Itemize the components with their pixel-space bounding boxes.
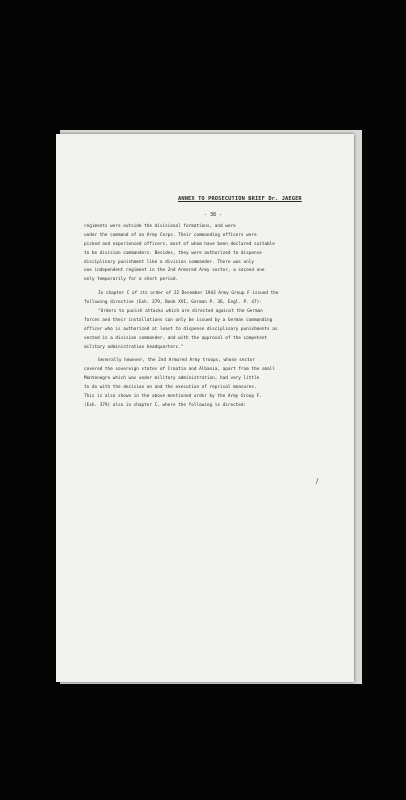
text-line: officer who is authorized at least to dispense disciplinary punishments as bbox=[84, 326, 278, 332]
text-line: to be division commanders. Besides, they were authorized to dispense bbox=[84, 250, 262, 256]
document-header: ANNEX TO PROSECUTION BRIEF Dr. JAEGER bbox=[178, 196, 302, 202]
text-line: picked and experienced officers, most of whom have been declared suitable bbox=[84, 241, 275, 247]
text-line: forces and their installations can only be issued by a German commanding bbox=[84, 317, 273, 323]
text-line: "Orders to punish attacks which are directed against the German bbox=[98, 309, 263, 315]
page-number: - 38 - bbox=[204, 212, 223, 218]
document-body bbox=[84, 223, 330, 411]
text-line: only temporarily for a short period. bbox=[84, 277, 179, 283]
text-line: military administration headquarters." bbox=[84, 344, 184, 350]
text-line: to do with the decision on and the execution of reprisal measures. bbox=[84, 385, 257, 391]
document-page bbox=[56, 134, 354, 682]
text-line: following directive (Exh. 379, Book XVI, German P. 36, Engl. P. 47): bbox=[84, 300, 262, 306]
text-line: covered the sovereign states of Croatia and Albania, apart from the small bbox=[84, 367, 275, 373]
text-line: regiments were outside the divisional formations, and were bbox=[84, 224, 236, 229]
text-line: (Exh. 379) also in chapter C, where the following is directed: bbox=[84, 402, 247, 408]
text-line: disciplinary punishment like a division commander. There was only bbox=[84, 259, 254, 265]
text-line: vested in a division commander, and with the approval of the competent bbox=[84, 335, 268, 341]
text-line: one independent regiment in the 2nd Armored Army sector, a second one bbox=[84, 268, 265, 274]
text-line: In chapter C of its order of 22 December 1943 Army Group F issued the bbox=[98, 291, 279, 297]
text-line: Generally however, the 2nd Armored Army troops, whose sector bbox=[98, 358, 255, 364]
document-content bbox=[56, 134, 354, 682]
text-line: under the command of an Army Corps. Their commanding officers were bbox=[84, 232, 257, 238]
margin-mark: / bbox=[316, 477, 319, 485]
text-line: Montenegro which was under military administration, had very little bbox=[84, 376, 260, 382]
text-line: This is also shown in the above mentioned order by the Army Group F. bbox=[84, 394, 262, 400]
